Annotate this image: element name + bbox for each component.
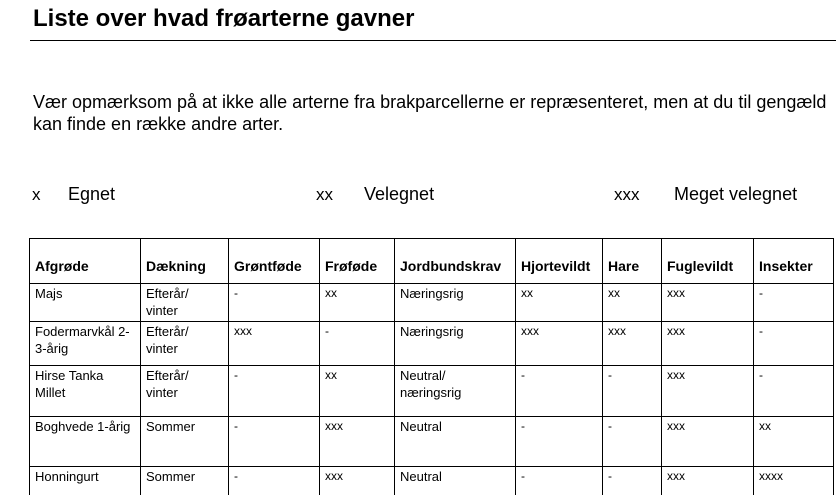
table-cell: xxx [662,467,754,495]
table-cell: - [516,417,603,467]
table-row [30,284,834,322]
table-cell: Boghvede 1-årig [30,417,141,467]
legend-label: Meget velegnet [674,184,798,204]
table-cell: - [516,467,603,495]
table-cell: Efterår/ vinter [141,284,229,322]
column-header: Dækning [141,239,229,284]
table-cell: Sommer [141,417,229,467]
table-cell: Honningurt [30,467,141,495]
table-cell: - [229,467,320,495]
table-row [30,417,834,467]
table-cell: - [229,284,320,322]
column-header: Jordbundskrav [395,239,516,284]
table-cell: xxxx [754,467,834,495]
table-cell: xx [516,284,603,322]
legend-symbol: x [32,185,41,204]
table-header-row [30,239,834,284]
table-cell: xxx [662,366,754,417]
table-cell: - [603,366,662,417]
table-cell: xxx [320,467,395,495]
table-cell: xxx [662,322,754,366]
legend-item-meget-velegnet [614,183,797,206]
legend-item-egnet [32,183,115,206]
crop-table [29,238,834,495]
table-cell: Sommer [141,467,229,495]
table-cell: Fodermarvkål 2-3-årig [30,322,141,366]
table-cell: xxx [320,417,395,467]
table-row [30,366,834,417]
table-cell: - [754,284,834,322]
table-cell: xxx [229,322,320,366]
page-title: Liste over hvad frøarterne gavner [33,5,415,32]
table-cell: - [229,417,320,467]
legend-label: Egnet [68,184,116,204]
legend-label: Velegnet [364,184,435,204]
column-header: Hjortevildt [516,239,603,284]
table-cell: Efterår/ vinter [141,322,229,366]
column-header: Fuglevildt [662,239,754,284]
column-header: Hare [603,239,662,284]
table-cell: Neutral [395,467,516,495]
intro-paragraph: Vær opmærksom på at ikke alle arterne fra brakparcellerne er repræsenteret, men at du til gengæld kan finde en række andre arter. [33,92,827,134]
table-row [30,322,834,366]
table-cell: xxx [516,322,603,366]
table-cell: xxx [603,322,662,366]
table-cell: - [229,366,320,417]
table-cell: - [754,366,834,417]
table-cell: xx [754,417,834,467]
table-row [30,467,834,495]
legend-symbol: xx [316,185,333,204]
table-cell: xxx [662,284,754,322]
table-cell: - [603,467,662,495]
legend-item-velegnet [316,183,434,206]
title-underline [30,40,836,41]
column-header: Afgrøde [30,239,141,284]
column-header: Frøføde [320,239,395,284]
table-cell: xx [320,366,395,417]
table-cell: - [754,322,834,366]
table-cell: - [320,322,395,366]
table-cell: Næringsrig [395,284,516,322]
column-header: Grøntføde [229,239,320,284]
table-cell: Hirse Tanka Millet [30,366,141,417]
table-cell: Næringsrig [395,322,516,366]
column-header: Insekter [754,239,834,284]
table-cell: xx [320,284,395,322]
table-cell: Neutral [395,417,516,467]
table-cell: Efterår/ vinter [141,366,229,417]
table-cell: xxx [662,417,754,467]
table-cell: Majs [30,284,141,322]
table-cell: xx [603,284,662,322]
table-cell: - [603,417,662,467]
table-cell: Neutral/ næringsrig [395,366,516,417]
table-cell: - [516,366,603,417]
legend-symbol: xxx [614,185,640,204]
